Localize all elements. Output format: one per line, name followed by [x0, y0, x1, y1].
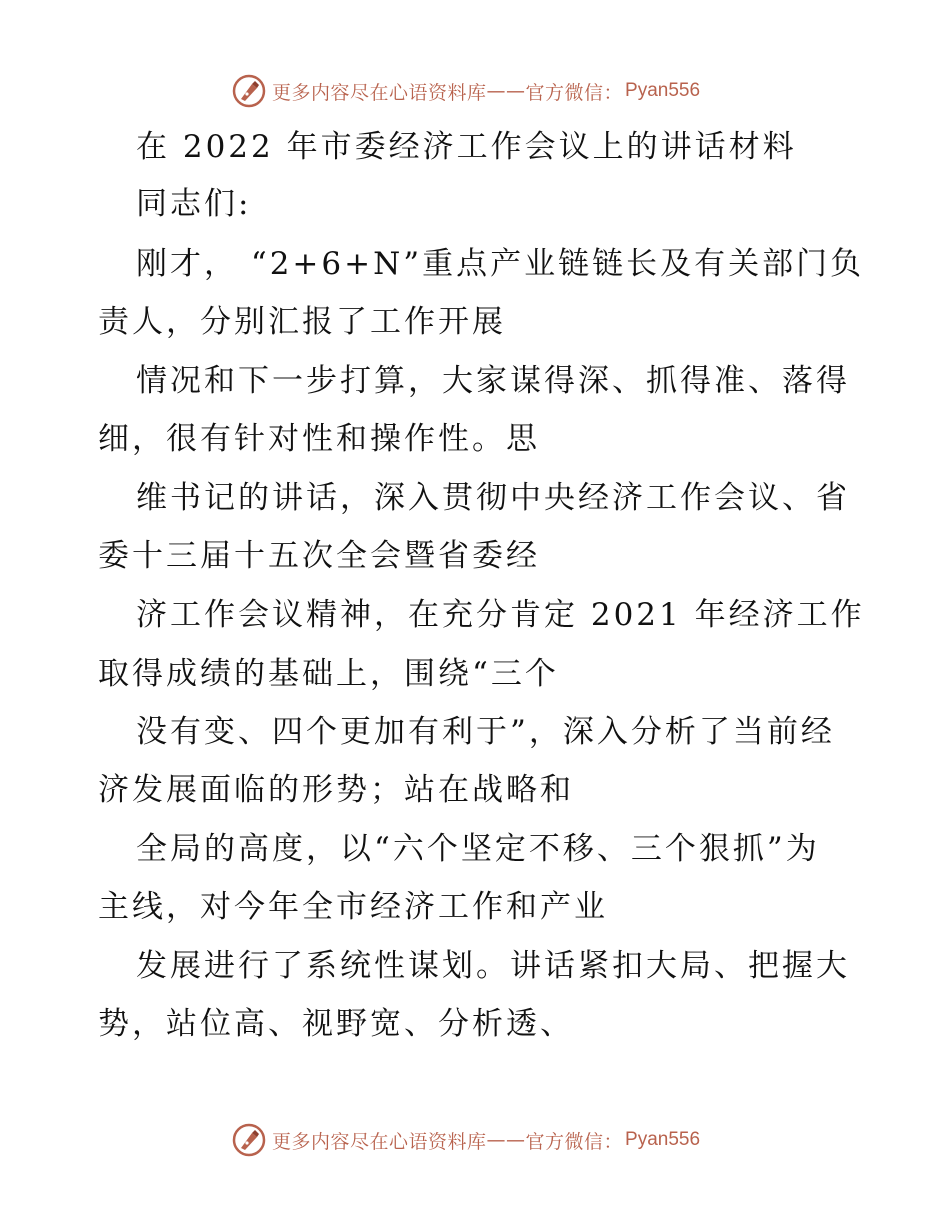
text-line: 委十三届十五次全会暨省委经 [98, 538, 540, 574]
text-line: 全局的高度，以“六个坚定不移、三个狠抓”为 [136, 831, 820, 867]
watermark-separator: —— [486, 80, 526, 102]
watermark-brand: 更多内容尽在心语资料库 [272, 1130, 487, 1153]
watermark-separator: —— [486, 1129, 526, 1151]
text-line: 主线，对今年全市经济工作和产业 [98, 889, 608, 925]
text-line: 取得成绩的基础上，围绕“三个 [98, 656, 559, 692]
text-line: 刚才， “2+6+N”重点产业链链长及有关部门负 [136, 246, 865, 282]
header-watermark [232, 73, 752, 109]
watermark-handle: Pyan556 [625, 80, 701, 101]
watermark-brand: 更多内容尽在心语资料库 [272, 81, 487, 104]
text-line: 济工作会议精神，在充分肯定 2021 年经济工作 [136, 597, 865, 633]
text-line: 发展进行了系统性谋划。讲话紧扣大局、把握大 [136, 948, 850, 984]
document-title: 在 2022 年市委经济工作会议上的讲话材料 [136, 129, 797, 165]
text-line: 责人，分别汇报了工作开展 [98, 304, 506, 340]
watermark-handle: Pyan556 [625, 1129, 701, 1150]
text-line: 维书记的讲话，深入贯彻中央经济工作会议、省 [136, 480, 850, 516]
watermark-label: 官方微信： [525, 81, 624, 104]
pen-nib-icon [232, 74, 266, 108]
text-line: 没有变、四个更加有利于”，深入分析了当前经 [136, 714, 835, 750]
text-line: 情况和下一步打算，大家谋得深、抓得准、落得 [136, 363, 850, 399]
footer-watermark [232, 1122, 752, 1158]
text-line: 细，很有针对性和操作性。思 [98, 421, 540, 457]
watermark-label: 官方微信： [525, 1130, 624, 1153]
text-line: 济发展面临的形势；站在战略和 [98, 772, 574, 808]
pen-nib-icon [232, 1123, 266, 1157]
text-line: 势，站位高、视野宽、分析透、 [98, 1006, 574, 1042]
salutation: 同志们: [136, 186, 252, 222]
